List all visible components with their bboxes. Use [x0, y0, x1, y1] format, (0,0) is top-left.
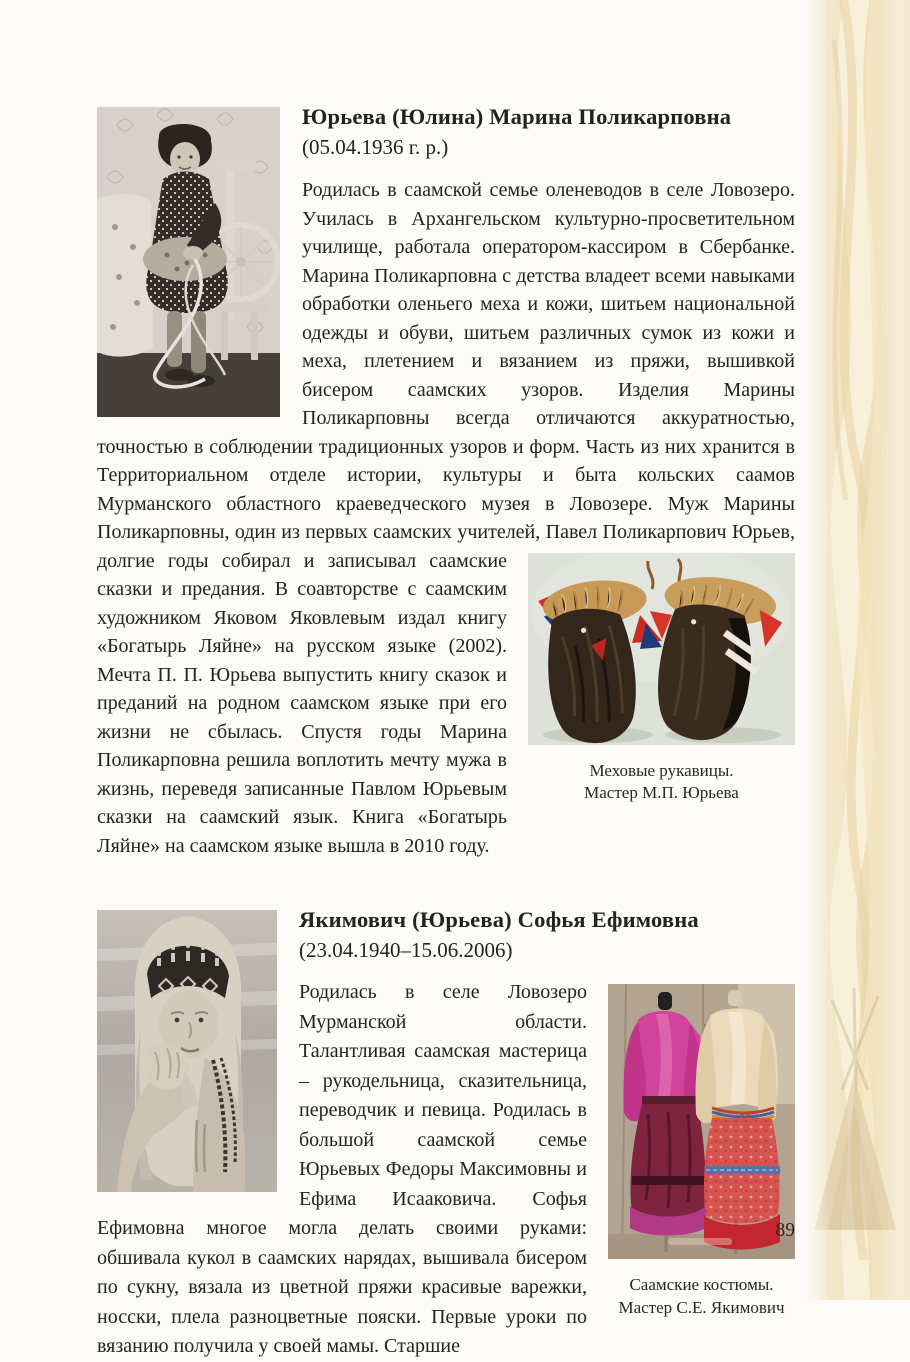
person-dates-yuryeva: (05.04.1936 г. р.) — [302, 135, 449, 159]
figure-fur-mittens — [528, 553, 795, 806]
photo-marina-yuryeva — [97, 107, 280, 417]
caption-fur-mittens-line1: Меховые рукавицы. — [589, 760, 734, 780]
caption-fur-mittens — [528, 760, 795, 806]
section-yakimovich-sofia — [97, 906, 795, 1362]
photo-fur-mittens — [528, 553, 795, 745]
caption-fur-mittens-line2: Мастер М.П. Юрьева — [584, 783, 739, 803]
caption-sami-costumes-line2: Мастер С.Е. Якимович — [618, 1297, 785, 1317]
page-number: 89 — [775, 1220, 795, 1241]
biography-yuryeva-part2: долгие годы собирал и записывал саамские сказки и предания. В соавторстве с саамским художником Яковом Яковлевым издал книгу «Богатырь Ляйне» на русском языке (2002). Мечта П. П. Юрьева выпустить книгу сказок и преданий на родном саамском языке при его жизни не сбылась. Спустя годы Марина Поликарповна решила воплотить мечту мужа в жизнь, переведя записанные Павлом Юрьевым сказки на саамский язык. Книга «Богатырь Ляйне» на саамском языке вышла в 2010 году. — [97, 549, 507, 857]
person-dates-yakimovich: (23.04.1940–15.06.2006) — [299, 938, 513, 962]
page-content — [97, 0, 795, 1362]
section-yuryeva-marina — [97, 103, 795, 860]
caption-sami-costumes-line1: Саамские костюмы. — [629, 1275, 774, 1294]
person-name-yuryeva: Юрьева (Юлина) Марина Поликарповна — [302, 104, 732, 129]
caption-sami-costumes — [608, 1274, 795, 1320]
page-edge-decoration — [798, 0, 910, 1300]
person-name-yakimovich: Якимович (Юрьева) Софья Ефимовна — [299, 907, 699, 932]
photo-sami-costumes — [608, 984, 795, 1259]
biography-yuryeva-part1: Родилась в саамской семье оленеводов в селе Ловозеро. Училась в Архангельском культурно-просветительном училище, работала оператором-кассиром в Сбербанке. Марина Поликарповна с детства владеет всеми навыками обработки оленьего меха и кожи, шитьем национальной одежды и обуви, шитьем различных сумок из кожи и меха, плетением и вязанием из пряжи, вышивкой бисером саамских узоров. Изделия Марины Поликарповны всегда отличаются аккуратностью, точностью в соблюдении традиционных узоров и форм. Часть из них хранится в Территориальном отделе истории, культуры и быта кольских саамов Мурманского областного краеведческого музея в Ловозере. Муж Марины Поликарповны, один из первых саамских учителей, Павел Поликарпович Юрьев, — [97, 179, 795, 543]
photo-sofia-yakimovich — [97, 910, 277, 1192]
figure-sami-costumes — [608, 984, 795, 1320]
biography-yakimovich-text: Родилась в селе Ловозеро Мурманской области. Талантливая саамская мастерица – рукодельница, сказительница, переводчик и певица. Родилась в большой саамской семье Юрьевых Федоры Максимовны и Ефима Исааковича. Софья Ефимовна многое могла делать своими руками: обшивала кукол в саамских нарядах, вышивала бисером по сукну, вязала из цветной пряжи красивые варежки, носски, плела разноцветные пояски. Первые уроки по вязанию получила у своей мамы. Старшие — [97, 981, 587, 1357]
